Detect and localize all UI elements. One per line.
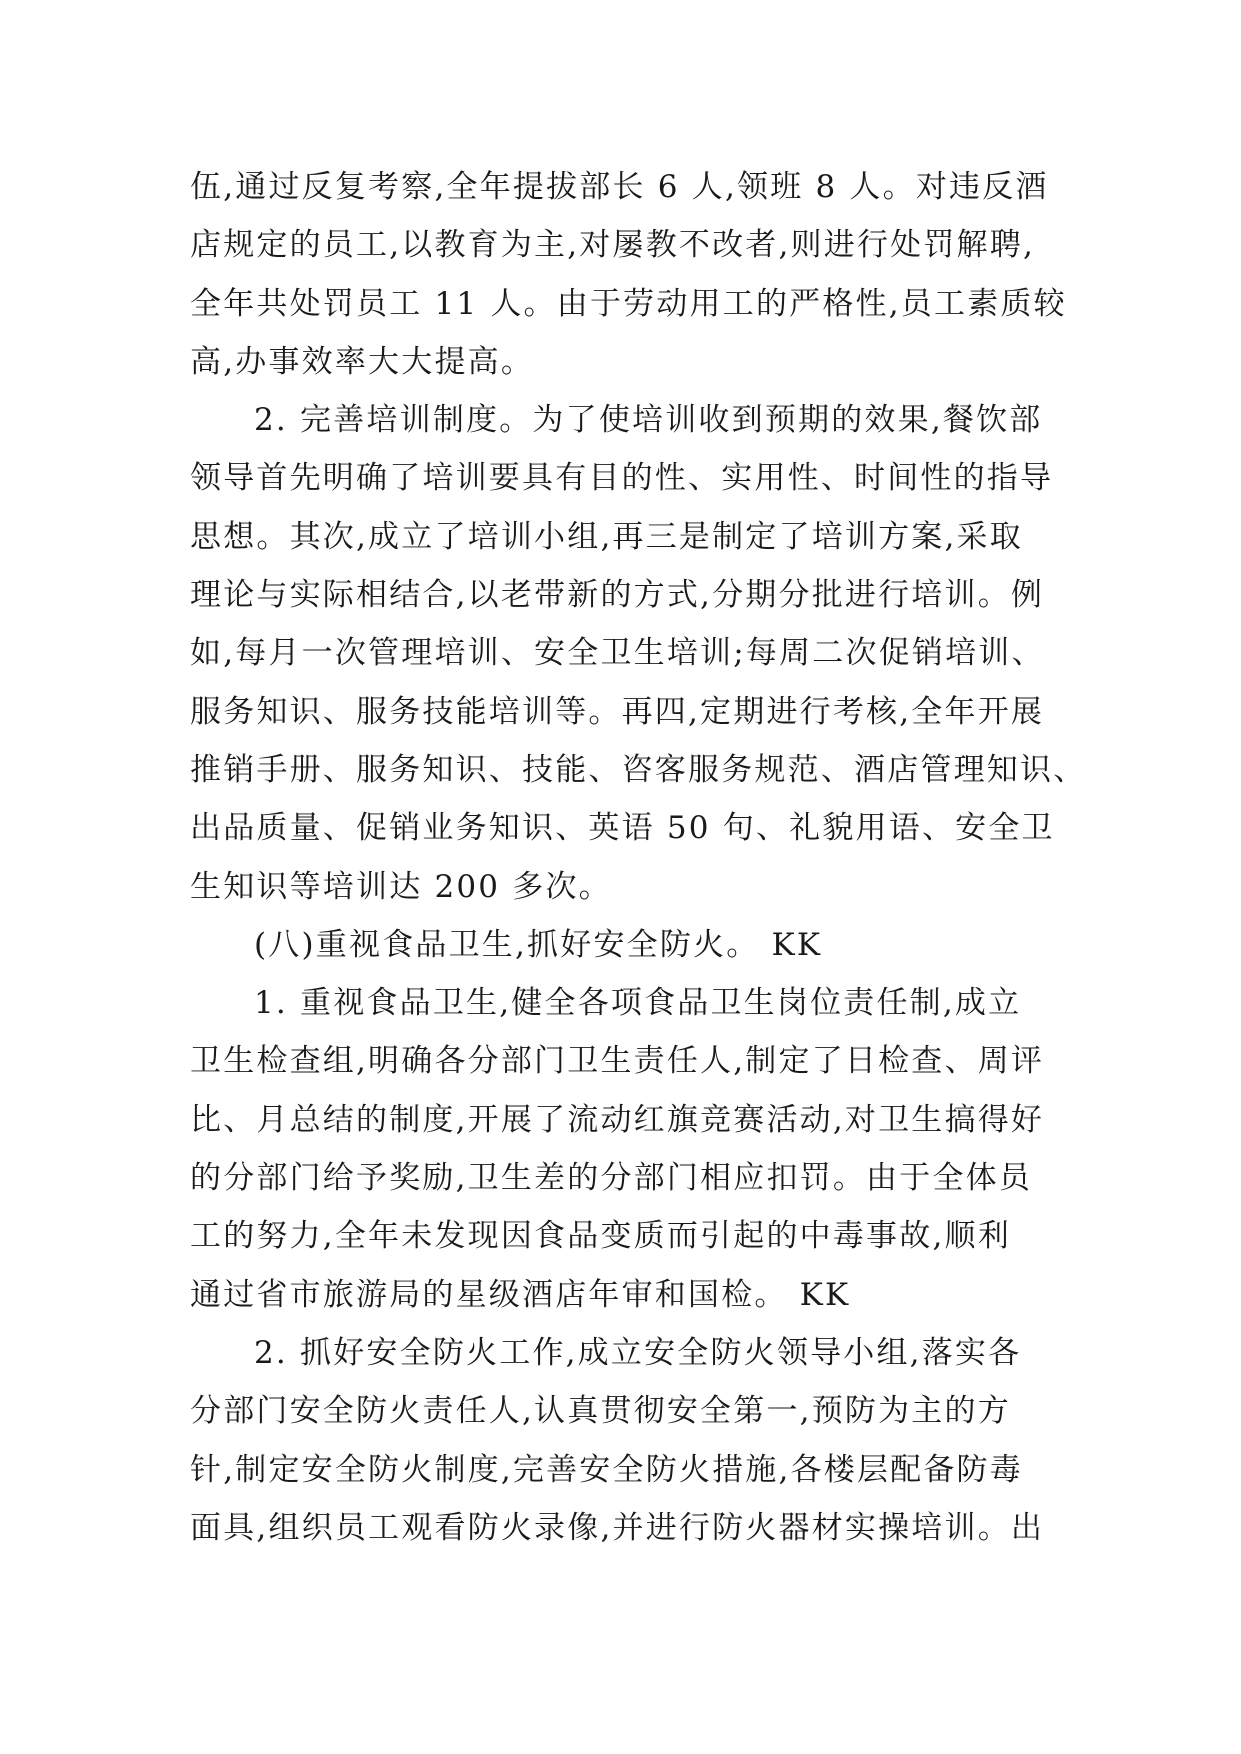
text-line: 比、月总结的制度,开展了流动红旗竞赛活动,对卫生搞得好 <box>190 1101 1045 1138</box>
text-line: 面具,组织员工观看防火录像,并进行防火器材实操培训。出 <box>190 1509 1045 1546</box>
text-line: (八)重视食品卫生,抓好安全防火。 KK <box>254 926 823 963</box>
text-line: 工的努力,全年未发现因食品变质而引起的中毒事故,顺利 <box>190 1218 1011 1255</box>
text-line: 全年共处罚员工 11 人。由于劳动用工的严格性,员工素质较 <box>190 285 1067 322</box>
text-line: 的分部门给予奖励,卫生差的分部门相应扣罚。由于全体员 <box>190 1160 1033 1197</box>
text-line: 2. 抓好安全防火工作,成立安全防火领导小组,落实各 <box>254 1334 1022 1371</box>
text-line: 思想。其次,成立了培训小组,再三是制定了培训方案,采取 <box>190 518 1023 555</box>
text-line: 出品质量、促销业务知识、英语 50 句、礼貌用语、安全卫 <box>190 810 1055 847</box>
text-line: 高,办事效率大大提高。 <box>190 343 535 380</box>
text-line: 如,每月一次管理培训、安全卫生培训;每周二次促销培训、 <box>190 635 1045 672</box>
text-line: 卫生检查组,明确各分部门卫生责任人,制定了日检查、周评 <box>190 1043 1045 1080</box>
text-line: 店规定的员工,以教育为主,对屡教不改者,则进行处罚解聘, <box>190 227 1036 264</box>
text-line: 分部门安全防火责任人,认真贯彻安全第一,预防为主的方 <box>190 1393 1011 1430</box>
text-line: 领导首先明确了培训要具有目的性、实用性、时间性的指导 <box>190 460 1054 497</box>
text-line: 服务知识、服务技能培训等。再四,定期进行考核,全年开展 <box>190 693 1045 730</box>
text-line: 1. 重视食品卫生,健全各项食品卫生岗位责任制,成立 <box>254 985 1022 1022</box>
body-text <box>190 158 1087 1557</box>
text-line: 推销手册、服务知识、技能、咨客服务规范、酒店管理知识、 <box>190 751 1087 788</box>
text-line: 通过省市旅游局的星级酒店年审和国检。 KK <box>190 1276 851 1313</box>
text-line: 生知识等培训达 200 多次。 <box>190 868 612 905</box>
text-line: 2. 完善培训制度。为了使培训收到预期的效果,餐饮部 <box>254 402 1043 439</box>
text-line: 伍,通过反复考察,全年提拔部长 6 人,领班 8 人。对违反酒 <box>190 169 1049 205</box>
text-line: 针,制定安全防火制度,完善安全防火措施,各楼层配备防毒 <box>190 1451 1023 1488</box>
text-line: 理论与实际相结合,以老带新的方式,分期分批进行培训。例 <box>190 577 1045 614</box>
